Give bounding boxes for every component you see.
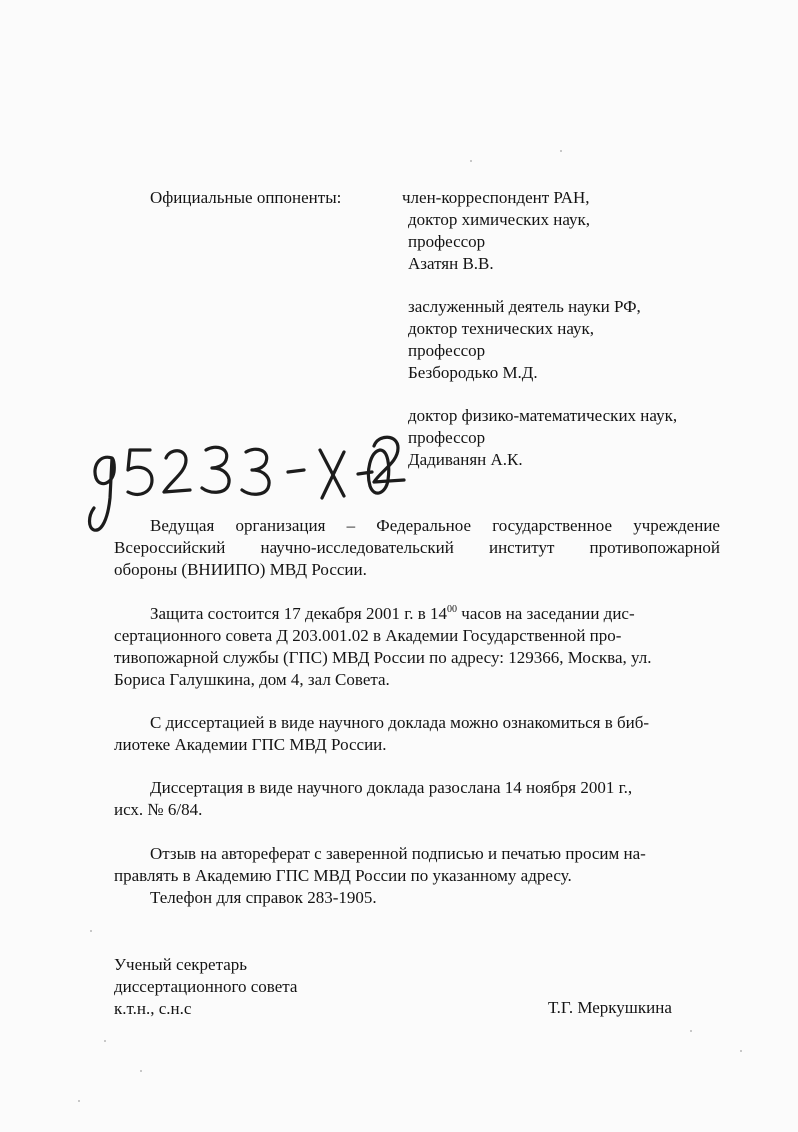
word: Ведущая <box>150 516 215 535</box>
word: институт <box>488 538 555 557</box>
secretary-name: Т.Г. Меркушкина <box>548 998 672 1017</box>
mailing-line: исх. № 6/84. <box>114 800 203 819</box>
defense-line-1-before: Защита состоится 17 декабря 2001 г. в 14 <box>150 604 448 623</box>
scan-speck <box>690 1030 692 1032</box>
opponent-2-line: профессор <box>408 341 486 360</box>
word: организация <box>235 516 326 535</box>
defense-line-1-after: часов на заседании дис- <box>457 604 635 623</box>
opponent-3 <box>408 405 677 471</box>
word: Всероссийский <box>114 538 226 557</box>
opponent-2-line: доктор технических наук, <box>408 319 595 338</box>
word: – <box>346 516 356 535</box>
word: Федеральное <box>376 516 472 535</box>
scan-speck <box>470 160 472 162</box>
secretary-title-line: Ученый секретарь <box>114 955 248 974</box>
scan-speck <box>78 1100 80 1102</box>
word: научно-исследовательский <box>260 538 454 557</box>
opponent-1-line: член-корреспондент РАН, <box>402 188 590 207</box>
defense-line-1 <box>114 603 720 625</box>
opponent-1-line: профессор <box>408 232 486 251</box>
opponents-label: Официальные оппоненты: <box>150 188 342 207</box>
opponent-3-line: доктор физико-математических наук, <box>408 406 678 425</box>
opponent-1 <box>402 187 591 275</box>
word: учреждение <box>633 516 720 535</box>
defense-paragraph <box>114 603 720 691</box>
word: государственное <box>492 516 613 535</box>
scan-speck <box>104 1040 106 1042</box>
leading-org-line-text <box>150 515 720 537</box>
defense-time-minutes: 00 <box>447 604 458 615</box>
review-line: правлять в Академию ГПС МВД России по указанному адресу. <box>114 866 572 885</box>
word: противопожарной <box>589 538 720 557</box>
review-line: Отзыв на автореферат с заверенной подписью и печатью просим на- <box>150 844 646 863</box>
secretary-title-line: диссертационного совета <box>114 977 298 996</box>
opponent-2-line: Безбородько М.Д. <box>408 363 538 382</box>
library-line: С диссертацией в виде научного доклада можно ознакомиться в биб- <box>150 713 650 732</box>
defense-line: сертационного совета Д 203.001.02 в Академии Государственной про- <box>114 626 622 645</box>
leading-org-line <box>114 537 720 559</box>
leading-org-line: обороны (ВНИИПО) МВД России. <box>114 560 367 579</box>
opponent-1-line: Азатян В.В. <box>408 254 494 273</box>
leading-org-line <box>114 515 720 537</box>
secretary-title-line: к.т.н., с.н.с <box>114 999 192 1018</box>
handwritten-code-tail <box>368 430 412 490</box>
phone-line: Телефон для справок 283-1905. <box>150 888 377 907</box>
opponent-2-line: заслуженный деятель науки РФ, <box>408 297 641 316</box>
opponent-1-line: доктор химических наук, <box>408 210 591 229</box>
scan-speck <box>90 930 92 932</box>
review-paragraph <box>114 843 720 909</box>
mailing-paragraph <box>114 777 720 821</box>
defense-line: Бориса Галушкина, дом 4, зал Совета. <box>114 670 390 689</box>
scan-speck <box>740 1050 742 1052</box>
opponent-2 <box>408 296 641 384</box>
defense-line: тивопожарной службы (ГПС) МВД России по адресу: 129366, Москва, ул. <box>114 648 652 667</box>
handwritten-digit-2 <box>368 430 412 490</box>
mailing-line: Диссертация в виде научного доклада разослана 14 ноября 2001 г., <box>150 778 633 797</box>
scan-speck <box>140 1070 142 1072</box>
secretary-title <box>114 954 297 1020</box>
library-paragraph <box>114 712 720 756</box>
leading-org-paragraph <box>114 515 720 581</box>
opponent-3-line: Дадиванян А.К. <box>408 450 523 469</box>
scan-speck <box>560 150 562 152</box>
opponent-3-line: профессор <box>408 428 486 447</box>
library-line: лиотеке Академии ГПС МВД России. <box>114 735 387 754</box>
